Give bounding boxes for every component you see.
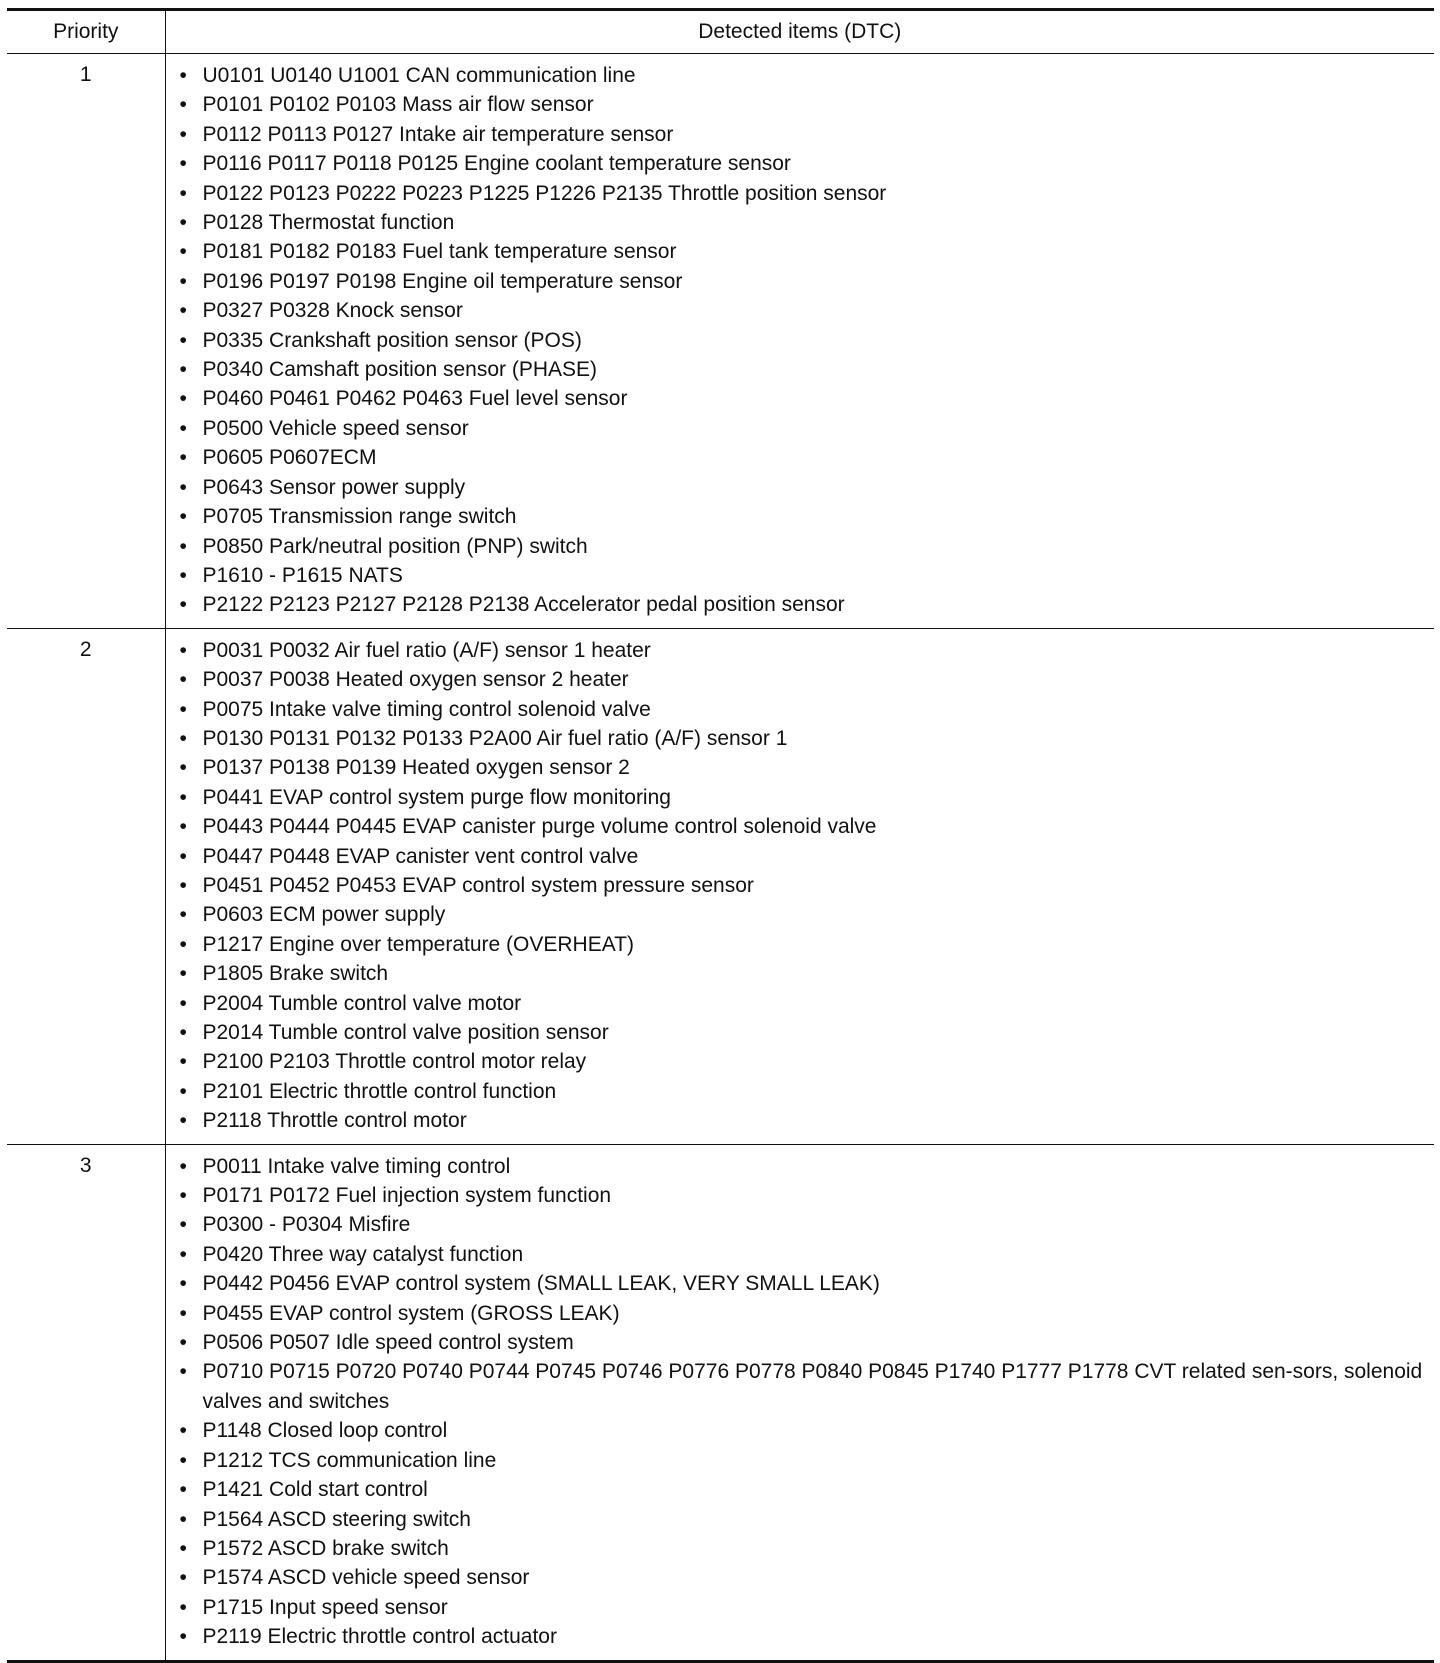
dtc-list-item: • P0031 P0032 Air fuel ratio (A/F) sensor 1 heater — [176, 636, 1427, 665]
dtc-list-item: • P2100 P2103 Throttle control motor relay — [176, 1047, 1427, 1076]
dtc-list-item: • P0442 P0456 EVAP control system (SMALL LEAK, VERY SMALL LEAK) — [176, 1269, 1427, 1298]
dtc-list-item: • P2119 Electric throttle control actuator — [176, 1622, 1427, 1651]
dtc-list-item: • P0420 Three way catalyst function — [176, 1240, 1427, 1269]
dtc-list-item: • P0443 P0444 P0445 EVAP canister purge volume control solenoid valve — [176, 812, 1427, 841]
dtc-list-item: • P0605 P0607ECM — [176, 443, 1427, 472]
dtc-list-item: • P1574 ASCD vehicle speed sensor — [176, 1563, 1427, 1592]
dtc-list-item: • P0447 P0448 EVAP canister vent control valve — [176, 842, 1427, 871]
priority-level-cell: 1 — [7, 54, 165, 629]
detected-items-column-header: Detected items (DTC) — [698, 20, 902, 43]
dtc-list-item: • P1610 - P1615 NATS — [176, 561, 1427, 590]
dtc-list-item: • P0101 P0102 P0103 Mass air flow sensor — [176, 90, 1427, 119]
dtc-list-item: • P0327 P0328 Knock sensor — [176, 296, 1427, 325]
dtc-item-list — [176, 61, 1427, 620]
dtc-list-item: • P2118 Throttle control motor — [176, 1106, 1427, 1135]
dtc-list-item: • P1217 Engine over temperature (OVERHEAT) — [176, 930, 1427, 959]
dtc-list-item: • P1564 ASCD steering switch — [176, 1505, 1427, 1534]
priority-level-cell: 2 — [7, 628, 165, 1144]
dtc-list-item: • P1212 TCS communication line — [176, 1446, 1427, 1475]
dtc-list-item: • P0122 P0123 P0222 P0223 P1225 P1226 P2135 Throttle position sensor — [176, 179, 1427, 208]
dtc-list-item: • P0710 P0715 P0720 P0740 P0744 P0745 P0746 P0776 P0778 P0840 P0845 P1740 P1777 P1778 CVT related sen-sors, solenoid valves and switches — [176, 1357, 1427, 1416]
dtc-priority-table-container — [7, 8, 1434, 1663]
dtc-list-item: • P0603 ECM power supply — [176, 900, 1427, 929]
priority-group-row — [7, 628, 1434, 1144]
dtc-list-item: • P0500 Vehicle speed sensor — [176, 414, 1427, 443]
detected-items-cell — [165, 628, 1434, 1144]
dtc-list-item: • P1572 ASCD brake switch — [176, 1534, 1427, 1563]
dtc-list-item: • P0011 Intake valve timing control — [176, 1152, 1427, 1181]
dtc-list-item: • P0643 Sensor power supply — [176, 473, 1427, 502]
dtc-list-item: • P0116 P0117 P0118 P0125 Engine coolant temperature sensor — [176, 149, 1427, 178]
dtc-priority-table — [7, 8, 1434, 1663]
dtc-list-item: • P0196 P0197 P0198 Engine oil temperature sensor — [176, 267, 1427, 296]
dtc-list-item: • P1421 Cold start control — [176, 1475, 1427, 1504]
detected-items-cell — [165, 1144, 1434, 1661]
dtc-list-item: • P0171 P0172 Fuel injection system function — [176, 1181, 1427, 1210]
detected-items-cell — [165, 54, 1434, 629]
dtc-list-item: • P0340 Camshaft position sensor (PHASE) — [176, 355, 1427, 384]
dtc-list-item: • P0335 Crankshaft position sensor (POS) — [176, 326, 1427, 355]
table-header — [7, 10, 1434, 54]
priority-group-row — [7, 1144, 1434, 1661]
dtc-list-item: • P1715 Input speed sensor — [176, 1593, 1427, 1622]
table-body — [7, 54, 1434, 1662]
header-row — [7, 10, 1434, 54]
dtc-list-item: • P0441 EVAP control system purge flow monitoring — [176, 783, 1427, 812]
dtc-list-item: • P0850 Park/neutral position (PNP) switch — [176, 532, 1427, 561]
priority-column-header: Priority — [7, 10, 165, 54]
dtc-list-item: • P0137 P0138 P0139 Heated oxygen sensor 2 — [176, 753, 1427, 782]
dtc-list-item: • P0181 P0182 P0183 Fuel tank temperature sensor — [176, 237, 1427, 266]
dtc-item-list — [176, 1152, 1427, 1652]
dtc-list-item: • P2014 Tumble control valve position sensor — [176, 1018, 1427, 1047]
dtc-list-item: • P0506 P0507 Idle speed control system — [176, 1328, 1427, 1357]
dtc-list-item: • P0300 - P0304 Misfire — [176, 1210, 1427, 1239]
dtc-list-item: • P0455 EVAP control system (GROSS LEAK) — [176, 1299, 1427, 1328]
dtc-list-item: • P0460 P0461 P0462 P0463 Fuel level sensor — [176, 384, 1427, 413]
dtc-list-item: • P0075 Intake valve timing control solenoid valve — [176, 695, 1427, 724]
dtc-list-item: • P2122 P2123 P2127 P2128 P2138 Accelerator pedal position sensor — [176, 590, 1427, 619]
dtc-list-item: • P0451 P0452 P0453 EVAP control system pressure sensor — [176, 871, 1427, 900]
dtc-list-item: • P2004 Tumble control valve motor — [176, 989, 1427, 1018]
dtc-item-list — [176, 636, 1427, 1136]
dtc-list-item: • P0112 P0113 P0127 Intake air temperature sensor — [176, 120, 1427, 149]
dtc-list-item: • P0128 Thermostat function — [176, 208, 1427, 237]
priority-group-row — [7, 54, 1434, 629]
dtc-list-item: • P0705 Transmission range switch — [176, 502, 1427, 531]
dtc-list-item: • P1805 Brake switch — [176, 959, 1427, 988]
priority-level-cell: 3 — [7, 1144, 165, 1661]
dtc-list-item: • P0037 P0038 Heated oxygen sensor 2 heater — [176, 665, 1427, 694]
dtc-list-item: • P1148 Closed loop control — [176, 1416, 1427, 1445]
dtc-list-item: • U0101 U0140 U1001 CAN communication line — [176, 61, 1427, 90]
dtc-list-item: • P0130 P0131 P0132 P0133 P2A00 Air fuel ratio (A/F) sensor 1 — [176, 724, 1427, 753]
dtc-list-item: • P2101 Electric throttle control function — [176, 1077, 1427, 1106]
